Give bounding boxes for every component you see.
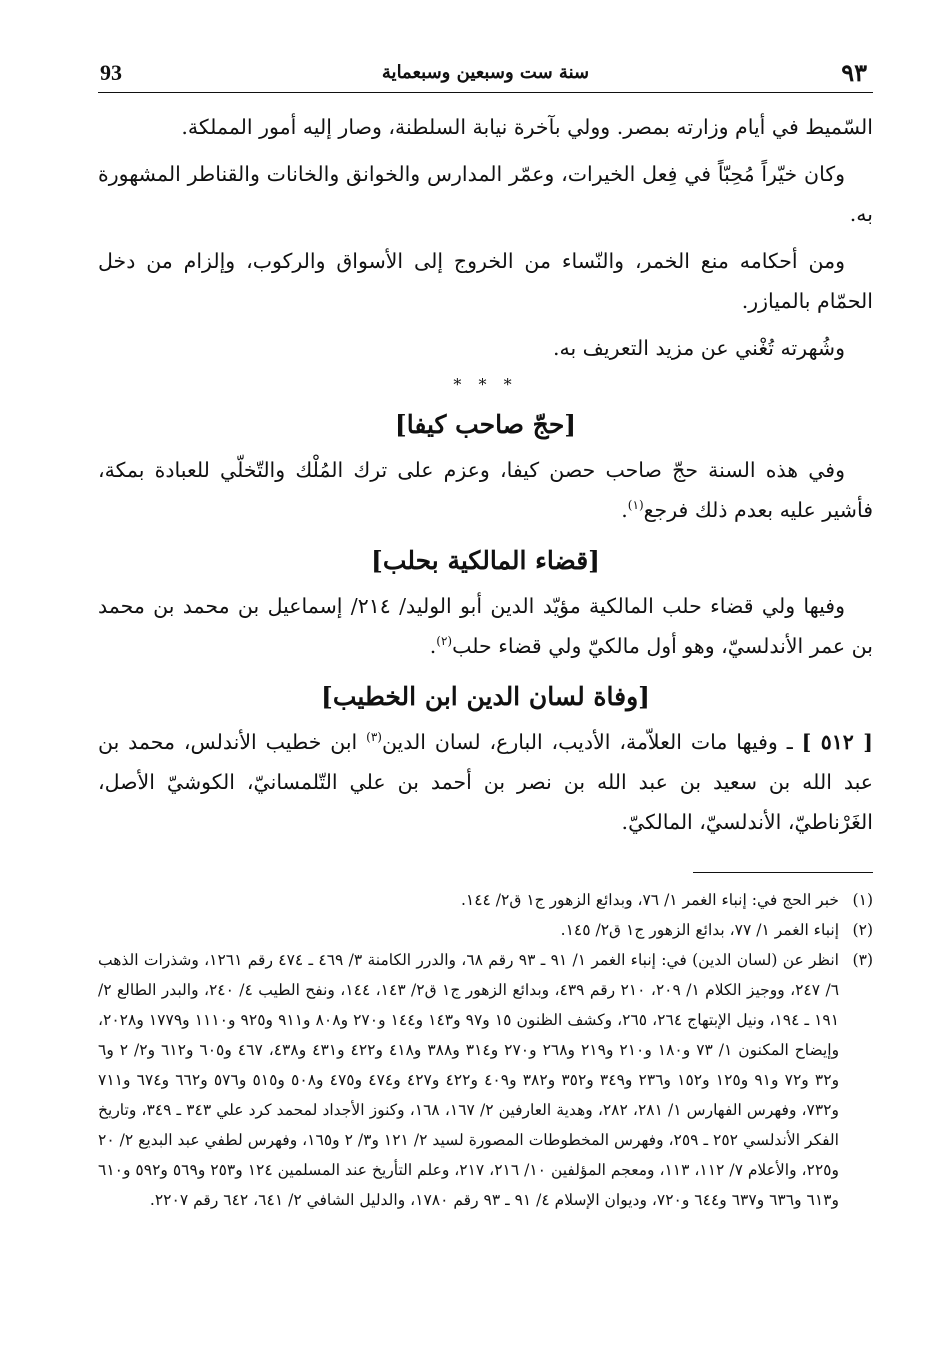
- entry-number: [ ٥١٢ ]: [801, 730, 873, 754]
- footnote: [98, 945, 873, 1215]
- running-title: سنة ست وسبعين وسبعماية: [381, 62, 590, 83]
- section-heading: [قضاء المالكية بحلب]: [371, 546, 600, 575]
- running-header: [98, 52, 873, 93]
- paragraph-text: ابن خطيب الأندلس، محمد بن عبد الله بن سعيد بن عبد الله بن نصر بن أحمد بن علي التّلمسانيّ، الكوشيّ الأصل، الغَرْناطيّ، الأندلسيّ، المالكيّ.: [98, 730, 873, 834]
- paragraph-end: .: [429, 634, 437, 658]
- book-page: [98, 52, 873, 1215]
- paragraph: [98, 586, 873, 666]
- paragraph: [98, 722, 873, 842]
- paragraph: وكان خيّراً مُحِبّاً في فِعل الخيرات، وعمّر المدارس والخوانق والخانات والقناطر المشهورة به.: [98, 162, 873, 226]
- footnote-ref[interactable]: (٢): [436, 634, 453, 649]
- paragraph-text: وفيها ولي قضاء حلب المالكية مؤيّد الدين أبو الوليد/ ٢١٤/ إسماعيل بن محمد بن محمد بن عمر الأندلسيّ، وهو أول مالكيّ ولي قضاء حلب: [98, 594, 873, 658]
- footnotes: [98, 885, 873, 1215]
- paragraph-text: ـ وفيها مات العلاّمة، الأديب، البارع، لسان الدين: [381, 730, 802, 754]
- footnote-number: (٢): [852, 921, 873, 939]
- paragraph: السّميط في أيام وزارته بمصر. وولي بآخرة نيابة السلطنة، وصار إليه أمور المملكة.: [181, 115, 873, 139]
- paragraph-end: .: [621, 498, 628, 522]
- footnote-rule: [693, 872, 873, 873]
- footnote-number: (٣): [852, 951, 873, 969]
- section-divider: * * *: [453, 375, 518, 394]
- page-number-arabic: ٩٣: [841, 58, 867, 87]
- main-text: [98, 107, 873, 842]
- page-number-latin: 93: [100, 60, 122, 85]
- paragraph: ومن أحكامه منع الخمر، والنّساء من الخروج إلى الأسواق والركوب، وإلزام من دخل الحمّام بالميازر.: [98, 249, 873, 313]
- paragraph: وشُهرته تُغْني عن مزيد التعريف به.: [552, 336, 845, 360]
- footnote-text: انظر عن (لسان الدين) في: إنباء الغمر ١/ ٩١ ـ ٩٣ رقم ٦٨، والدرر الكامنة ٣/ ٤٦٩ ـ ٤٧٤ رقم ١٢٦١، وشذرات الذهب ٦/ ٢٤٧، ووجيز الكلام ١/ ٢٠٩، ٢١٠ رقم ٤٣٩، وبدائع الزهور ج١ ق٢/ ١٤٣، ١٤٤، ونفح الطيب ٤/ ٢٤٠، والبدر الطالع ٢/ ١٩١ ـ ١٩٤، ونيل الإبتهاج ٢٦٤، ٢٦٥، وكشف الظنون ١٥ و٩٧ و١٤٣ و١٤٤ و٢٧٠ و٨٠٨ و٩١١ و٩٢٥ و١١١٠ و١٧٧٩ و٢٠٢٨، وإيضاح المكنون ١/ ٧٣ و١٨٠ و٢١٠ و٢١٩ و٢٦٨ و٢٧٠ و٣١٤ و٣٨٨ و٤١٨ و٤٢٢ و٤٣١ و٤٣٨، ٤٦٧ و٦٠٥ و٦١٢ و٢/ ٢ و٦ و٣٢ و٧٢ و٩١ و١٢٥ و١٥٢ و٢٣٦ و٣٤٩ و٣٥٢ و٣٨٢ و٤٠٩ و٤٢٢ و٤٢٧ و٤٧٤ و٤٧٥ و٥٠٨ و٥١٥ و٥٧٦ و٦٦٢ و٦٧٤ و٧١١ و٧٣٢، وفهرس الفهارس ١/ ٢٨١، ٢٨٢، وهدية العارفين ٢/ ١٦٧، ١٦٨، وكنوز الأجداد لمحمد كرد علي ٣٤٣ ـ ٣٤٩، وتاريخ الفكر الأندلسي ٢٥٢ ـ ٢٥٩، وفهرس المخطوطات المصورة لسيد ٢/ ١٢١ و٣/ ٢ و١٦٥، وفهرس لطفي عبد البديع ٢/ ٢٠ و٢٢٥، والأعلام ٧/ ١١٢، ١١٣، ومعجم المؤلفين ١٠/ ٢١٦، ٢١٧، وعلم التأريخ عند المسلمين ١٢٤ و٢٥٣ و٥٦٩ و٥٩٢ و٦١٠ و٦١٣ و٦٣٦ و٦٣٧ و٦٤٤ و٧٢٠، وديوان الإسلام ٤/ ٩١ ـ ٩٣ رقم ١٧٨٠، والدليل الشافي ٢/ ٦٤١، ٦٤٢ رقم ٢٢٠٧.: [98, 951, 840, 1209]
- section-heading: [وفاة لسان الدين ابن الخطيب]: [320, 682, 651, 711]
- paragraph-text: وفي هذه السنة حجّ صاحب حصن كيفا، وعزم على ترك المُلْك والتّخلّي للعبادة بمكة، فأشير عليه بعدم ذلك فرجع: [98, 458, 873, 522]
- footnote: [98, 915, 873, 945]
- footnote-ref[interactable]: (٣): [366, 730, 382, 745]
- footnote-ref[interactable]: (١): [627, 498, 644, 513]
- section-heading: [حجّ صاحب كيفا]: [394, 410, 577, 439]
- footnote: [98, 885, 873, 915]
- footnote-number: (١): [852, 891, 873, 909]
- footnote-text: إنباء الغمر ١/ ٧٧، بدائع الزهور ج١ ق٢/ ١٤٥.: [560, 921, 839, 939]
- paragraph: [98, 450, 873, 530]
- footnote-text: خبر الحج في: إنباء الغمر ١/ ٧٦، وبدائع الزهور ج١ ق٢/ ١٤٤.: [460, 891, 839, 909]
